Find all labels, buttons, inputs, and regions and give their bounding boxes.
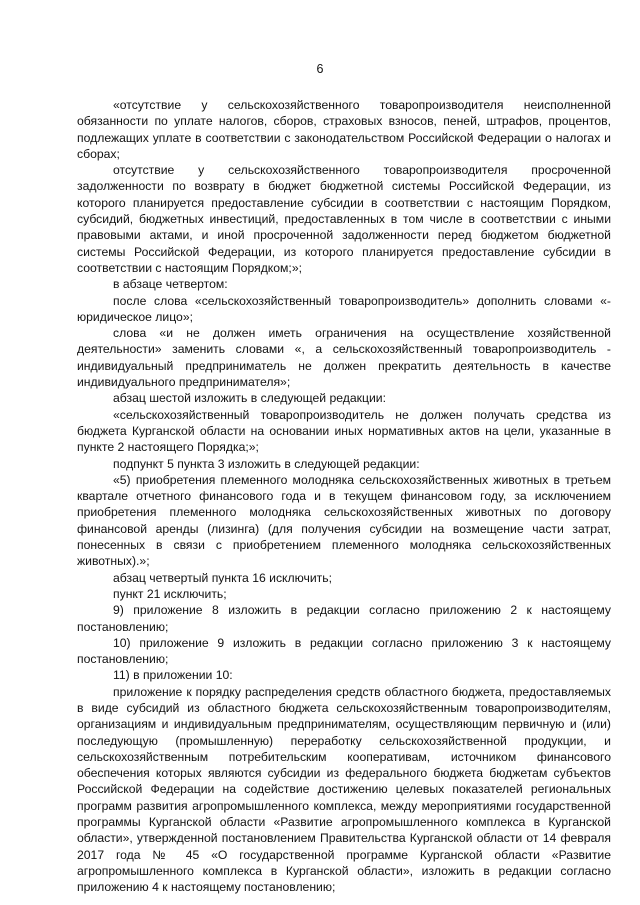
paragraph: абзац четвертый пункта 16 исключить; bbox=[113, 570, 332, 585]
paragraph: «5) приобретения племенного молодняка сельскохозяйственных животных в третьем квартале отчетного финансового года и в текущем финансовом году, за исключением приобретения племенного молодняка сельскохозяйственных животных по договору финансовой аренды (лизинга) (для получения субсидии на возмещение части затрат, понесенных в связи с приобретением племенного молодняка сельскохозяйственных животных).»; bbox=[77, 472, 611, 569]
paragraph: 9) приложение 8 изложить в редакции согласно приложению 2 к настоящему постановлению; bbox=[77, 603, 611, 634]
paragraph: отсутствие у сельскохозяйственного товаропроизводителя просроченной задолженности по возврату в бюджет бюджетной системы Российской Федерации, из которого планируется предоставление субсидии в соответствии с настоящим Порядком, субсидий, бюджетных инвестиций, предоставленных в том числе в соответствии с иными правовыми актами, и иной просроченной задолженности перед бюджетом бюджетной системы Российской Федерации, из которого планируется предоставление субсидии в соответствии с настоящим Порядком;»; bbox=[77, 163, 611, 275]
document-body bbox=[77, 97, 611, 896]
paragraph: 11) в приложении 10: bbox=[113, 668, 233, 683]
paragraph: абзац шестой изложить в следующей редакции: bbox=[113, 391, 386, 406]
paragraph: пункт 21 исключить; bbox=[113, 586, 227, 601]
paragraph: слова «и не должен иметь ограничения на осуществление хозяйственной деятельности» заменить словами «, а сельскохозяйственный товаропроизводитель - индивидуальный предприниматель не должен прекратить деятельность в качестве индивидуального предпринимателя»; bbox=[77, 326, 611, 390]
paragraph: после слова «сельскохозяйственный товаропроизводитель» дополнить словами «- юридическое лицо»; bbox=[77, 293, 611, 324]
paragraph: подпункт 5 пункта 3 изложить в следующей редакции: bbox=[113, 456, 420, 471]
paragraph: 10) приложение 9 изложить в редакции согласно приложению 3 к настоящему постановлению; bbox=[77, 635, 611, 667]
paragraph: в абзаце четвертом: bbox=[113, 277, 228, 292]
paragraph: приложение к порядку распределения средств областного бюджета, предоставляемых в виде субсидий из областного бюджета сельскохозяйственным товаропроизводителям, организациям и индивидуальным предпринимателям, осуществляющим первичную и (или) последующую (промышленную) переработку сельскохозяйственной продукции, и сельскохозяйственным потребительским кооперативам, источником финансового обеспечения которых являются субсидии из федерального бюджета бюджетам субъектов Российской Федерации на содействие достижению целевых показателей региональных программ развития агропромышленного комплекса, между мероприятиями государственной программы Курганской области «Развитие агропромышленного комплекса в Курганской области», утвержденной постановлением Правительства Курганской области от 14 февраля 2017 года № 45 «О государственной программе Курганской области «Развитие агропромышленного комплекса в Курганской области», изложить в редакции согласно приложению 4 к настоящему постановлению; bbox=[77, 684, 611, 895]
page-number: 6 bbox=[316, 62, 324, 76]
paragraph: «сельскохозяйственный товаропроизводитель не должен получать средства из бюджета Курганской области на основании иных нормативных актов на цели, указанные в пункте 2 настоящего Порядка;»; bbox=[77, 407, 611, 455]
paragraph: «отсутствие у сельскохозяйственного товаропроизводителя неисполненной обязанности по уплате налогов, сборов, страховых взносов, пеней, штрафов, процентов, подлежащих уплате в соответствии с законодательством Российской Федерации о налогах и сборах; bbox=[77, 98, 611, 161]
